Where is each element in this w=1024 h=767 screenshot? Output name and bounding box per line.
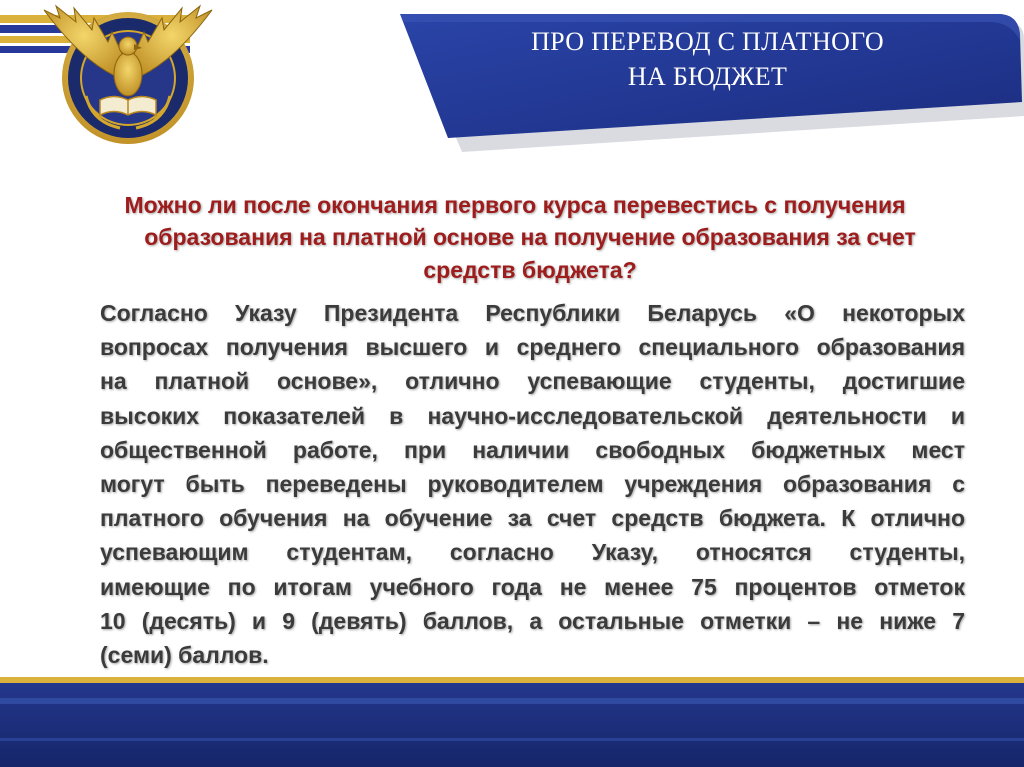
bottom-band [0,677,1024,767]
slide-title-line-1: ПРО ПЕРЕВОД С ПЛАТНОГО [531,27,884,56]
answer-line: платного обучения на обучение за счет средств бюджета. К отлично [100,505,965,532]
answer-line: могут быть переведены руководителем учреждения образования с [100,470,965,497]
question-line-1: Можно ли после окончания первого курса перевестись с получения [124,192,906,218]
eagle-emblem-icon [44,6,212,144]
answer-line: имеющие по итогам учебного года не менее 75 процентов отметок [100,573,965,600]
answer-line: вопросах получения высшего и среднего специального образования [100,334,965,361]
question-line-3: средств бюджета? [423,257,637,283]
answer-line: 10 (десять) и 9 (девять) баллов, а остальные отметки – не ниже 7 [100,607,965,634]
slide-title-line-2: НА БЮДЖЕТ [627,62,788,91]
answer-line: на платной основе», отлично успевающие студенты, достигшие [100,368,965,395]
answer-line: успевающим студентам, согласно Указу, относятся студенты, [100,539,965,566]
question-line-2: образования на платной основе на получение образования за счет [144,224,916,250]
answer-line: (семи) баллов. [100,641,269,668]
answer-line: высоких показателей в научно-исследовательской деятельности и [100,402,965,429]
answer-paragraph [100,296,965,672]
answer-line: общественной работе, при наличии свободных бюджетных мест [100,436,965,463]
slide-title [400,24,1015,94]
answer-line: Согласно Указу Президента Республики Беларусь «О некоторых [100,300,965,326]
